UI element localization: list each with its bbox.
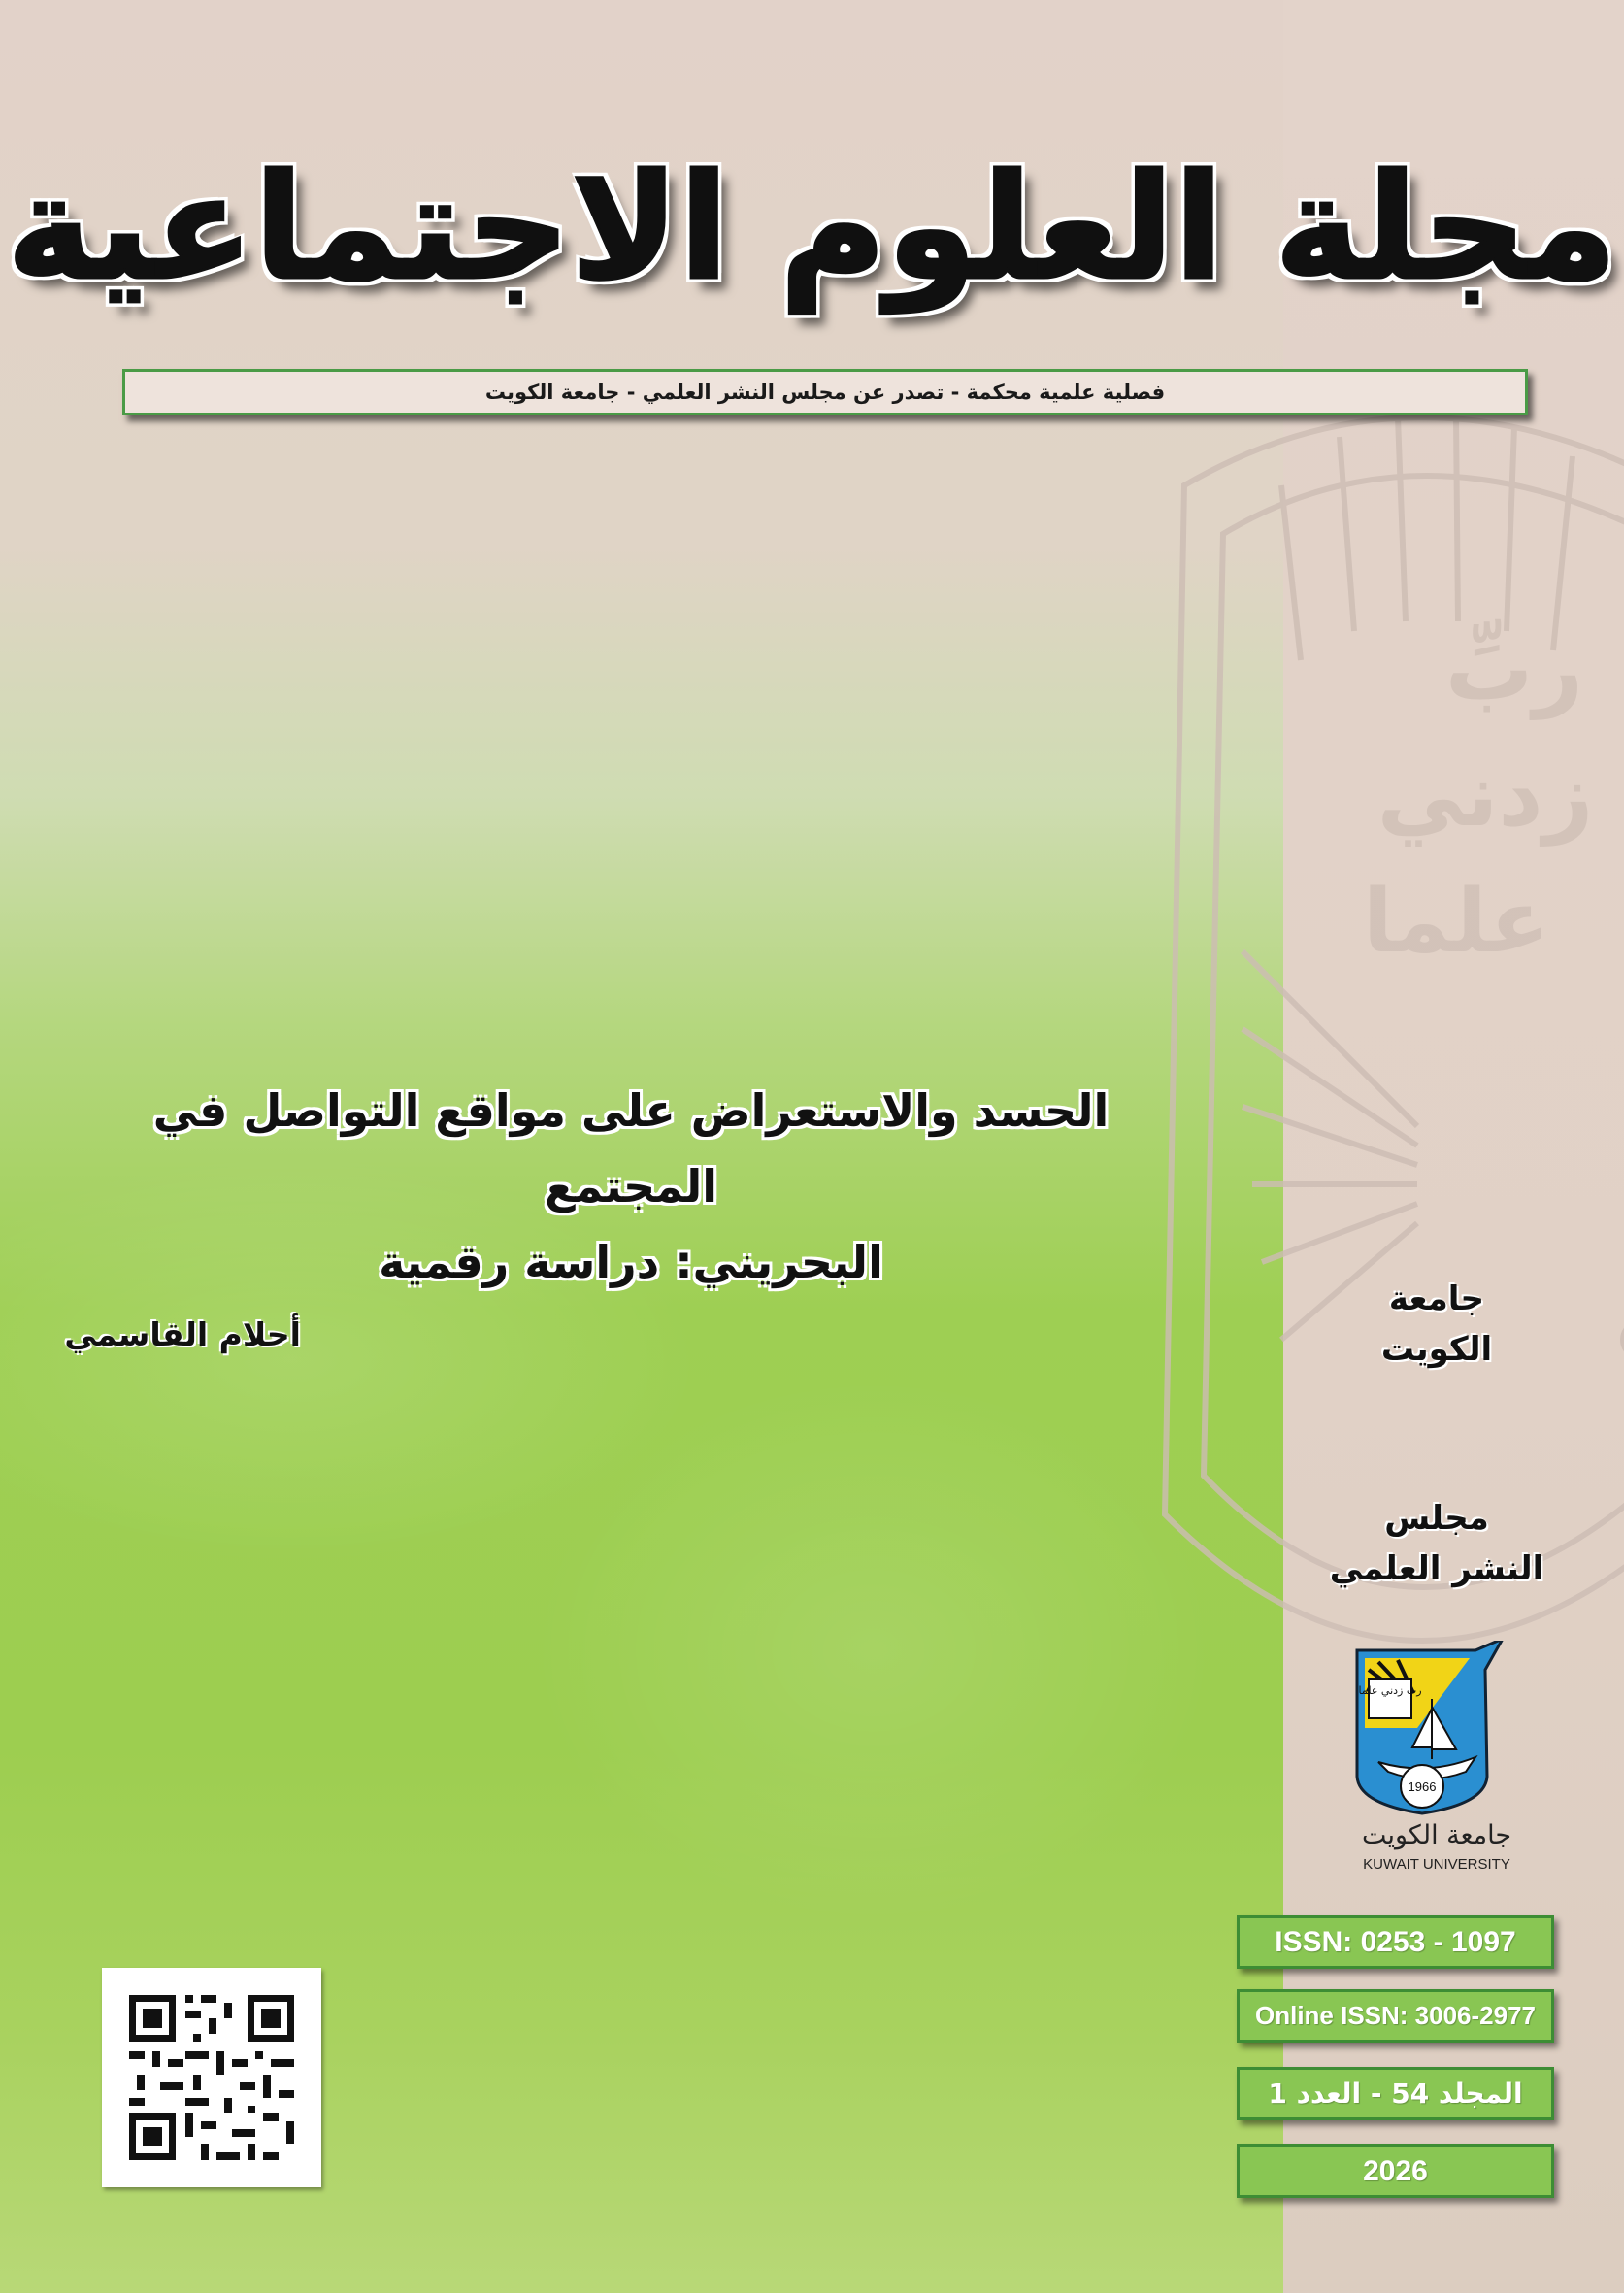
svg-text:1966: 1966 — [1408, 1779, 1437, 1794]
article-title — [97, 1073, 1165, 1300]
qr-code[interactable] — [102, 1968, 321, 2187]
council-line-2: النشر العلمي — [1329, 1549, 1544, 1588]
council-name — [1291, 1493, 1582, 1594]
kuwait-university-logo-icon — [1340, 1641, 1505, 1815]
logo-name-ar: جامعة الكويت — [1361, 1820, 1512, 1850]
author-name: أحلام القاسمي — [64, 1315, 301, 1353]
online-issn-badge: Online ISSN: 3006-2977 — [1237, 1989, 1554, 2043]
qr-code-icon — [102, 1968, 321, 2187]
svg-text:ربِّ: ربِّ — [1444, 618, 1584, 720]
university-line-1: جامعة — [1388, 1279, 1485, 1318]
tagline-banner — [122, 369, 1528, 415]
council-line-1: مجلس — [1384, 1499, 1489, 1538]
tagline-text: فصلية علمية محكمة - تصدر عن مجلس النشر العلمي - جامعة الكويت — [484, 381, 1166, 404]
university-name — [1291, 1274, 1582, 1375]
logo-name-en: KUWAIT UNIVERSITY — [1363, 1856, 1510, 1873]
article-title-line-2: البحريني: دراسة رقمية — [379, 1236, 883, 1288]
svg-text:علما: علما — [1362, 871, 1550, 973]
university-line-2: الكويت — [1380, 1330, 1493, 1369]
year-badge: 2026 — [1237, 2144, 1554, 2198]
issn-badge: ISSN: 0253 - 1097 — [1237, 1915, 1554, 1969]
article-title-line-1: الحسد والاستعراض على مواقع التواصل في المجتمع — [152, 1084, 1110, 1213]
svg-text:زدني: زدني — [1376, 745, 1594, 847]
svg-text:رب زدني علما: رب زدني علما — [1358, 1684, 1422, 1697]
volume-issue-badge: المجلد 54 - العدد 1 — [1237, 2067, 1554, 2120]
journal-title: مجلة العلوم الاجتماعية — [6, 144, 1618, 313]
